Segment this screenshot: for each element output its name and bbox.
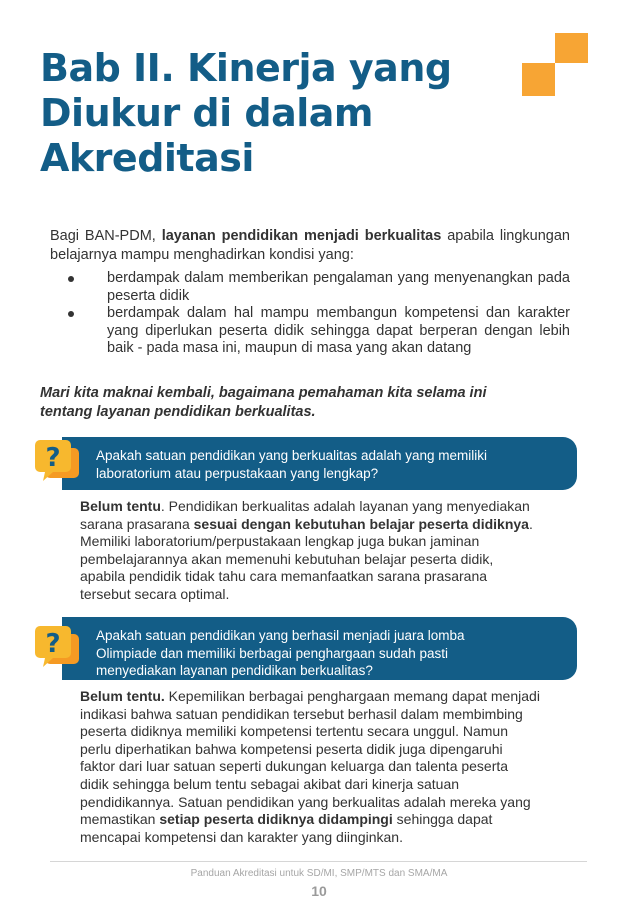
answer-line: indikasi bahwa satuan pendidikan tersebut berhasil dalam membimbing bbox=[80, 705, 523, 722]
answer-line: peserta didiknya memiliki kompetensi tertentu secara unggul. Namun bbox=[80, 723, 508, 740]
emphasis-line: tentang layanan pendidikan berkualitas. bbox=[40, 404, 316, 420]
answer-text: sarana prasarana bbox=[80, 515, 194, 532]
footer-text: Panduan Akreditasi untuk SD/MI, SMP/MTS dan SMA/MA bbox=[190, 868, 448, 879]
question-line: menyediakan layanan pendidikan berkualitas? bbox=[96, 663, 373, 678]
answer-line: pembelajarannya akan memenuhi kebutuhan belajar peserta didik, bbox=[80, 550, 494, 567]
answer-paragraph bbox=[80, 688, 577, 846]
answer-line bbox=[80, 811, 577, 829]
answer-text: . bbox=[528, 515, 533, 532]
answer-bold: Belum tentu. bbox=[80, 688, 165, 704]
answer-line: mencapai kompetensi dan karakter yang diinginkan. bbox=[80, 828, 403, 845]
question-line: Apakah satuan pendidikan yang berhasil menjadi juara lomba bbox=[96, 628, 465, 643]
answer-text: memastikan bbox=[80, 811, 160, 828]
question-box bbox=[62, 437, 577, 490]
footer-divider bbox=[50, 861, 587, 862]
answer-line bbox=[80, 498, 577, 516]
question-line: Olimpiade dan memiliki berbagai penghargaan sudah pasti bbox=[96, 645, 448, 661]
answer-bold: sesuai dengan kebutuhan belajar peserta didiknya bbox=[193, 515, 529, 532]
title-line: Diukur di dalam bbox=[40, 91, 373, 135]
intro-paragraph bbox=[50, 227, 570, 265]
question-bubble-icon bbox=[33, 624, 81, 670]
answer-line: didik sehingga belum tentu sebagai akibat dari kinerja satuan bbox=[80, 775, 460, 792]
answer-paragraph bbox=[80, 498, 577, 604]
list-item: berdampak dalam memberikan pengalaman yang menyenangkan pada peserta didik bbox=[65, 270, 570, 305]
svg-text:?: ? bbox=[45, 443, 61, 473]
question-bubble-icon bbox=[33, 438, 81, 484]
intro-suffix: apabila lingkungan belajarnya mampu menghadirkan kondisi yang: bbox=[50, 228, 570, 263]
page-number: 10 bbox=[311, 883, 327, 899]
answer-line: apabila pendidik tidak tahu cara memanfaatkan sarana prasarana bbox=[80, 568, 488, 585]
list-item: berdampak dalam hal mampu membangun kompetensi dan karakter yang diperlukan peserta didik sehingga dapat berperan dengan lebih baik - pada masa ini, maupun di masa yang akan datang bbox=[65, 305, 570, 358]
answer-line bbox=[80, 688, 577, 706]
answer-line: Memiliki laboratorium/perpustakaan lengkap juga bukan jaminan bbox=[80, 533, 480, 550]
answer-line: faktor dari luar satuan seperti dukungan keluarga dan talenta peserta bbox=[80, 758, 509, 775]
emphasis-line: Mari kita maknai kembali, bagaimana pemahaman kita selama ini bbox=[40, 385, 487, 401]
answer-line: tersebut secara optimal. bbox=[80, 585, 230, 602]
condition-list bbox=[65, 270, 570, 358]
title-line: Akreditasi bbox=[40, 136, 254, 180]
question-box bbox=[62, 617, 577, 680]
answer-line: pendidikannya. Satuan pendidikan yang berkualitas adalah mereka yang bbox=[80, 793, 531, 810]
answer-bold: Belum tentu bbox=[80, 498, 161, 514]
answer-line: perlu diperhatikan bahwa kompetensi peserta didik juga dipengaruhi bbox=[80, 740, 503, 757]
question-line: laboratorium atau perpustakaan yang lengkap? bbox=[96, 465, 379, 481]
answer-text: sehingga dapat bbox=[392, 811, 493, 828]
intro-prefix: Bagi BAN-PDM, bbox=[50, 228, 162, 244]
title-line: Bab II. Kinerja yang bbox=[40, 46, 452, 90]
orange-block-decoration bbox=[522, 33, 588, 96]
page-title bbox=[40, 46, 460, 181]
svg-text:?: ? bbox=[45, 629, 61, 659]
intro-bold: layanan pendidikan menjadi berkualitas bbox=[161, 228, 442, 244]
answer-line bbox=[80, 516, 577, 534]
question-line: Apakah satuan pendidikan yang berkualitas adalah yang memiliki bbox=[96, 448, 487, 463]
answer-text: Kepemilikan berbagai penghargaan memang dapat menjadi bbox=[164, 688, 540, 704]
answer-bold: setiap peserta didiknya didampingi bbox=[159, 811, 393, 828]
emphasis-text bbox=[40, 384, 560, 422]
answer-text: . Pendidikan berkualitas adalah layanan yang menyediakan bbox=[160, 498, 530, 514]
